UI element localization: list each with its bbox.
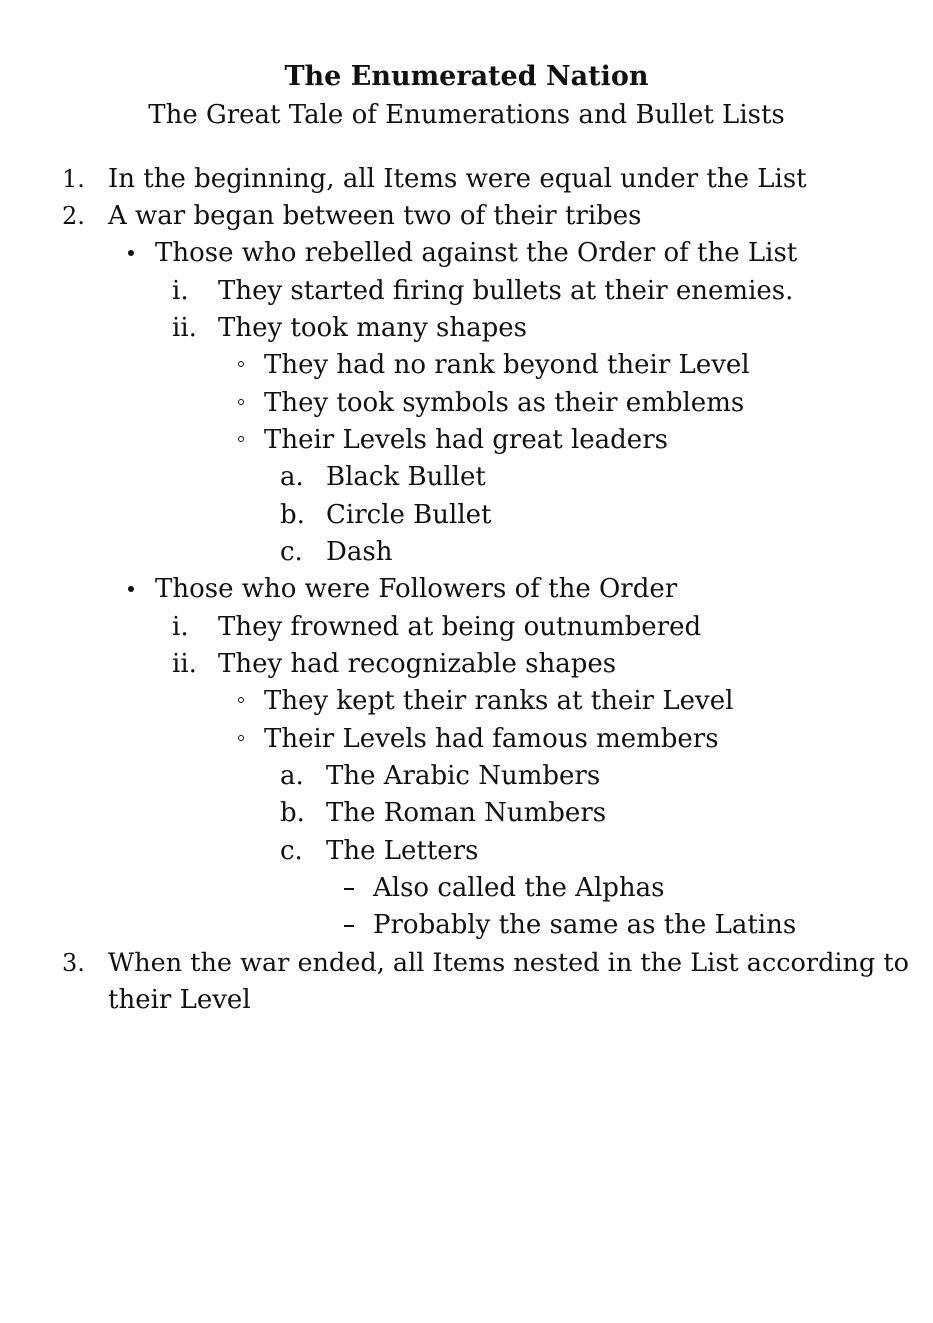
bullet-dot-icon (128, 586, 134, 592)
list-item-text: They frowned at being outnumbered (218, 612, 702, 642)
list-marker: b. (280, 500, 305, 530)
list-marker: ii. (172, 649, 197, 679)
list-item-text: The Letters (326, 836, 479, 866)
list-item-text: They started firing bullets at their enemies. (218, 276, 794, 306)
list-marker: b. (280, 798, 305, 828)
bullet-dash-icon (344, 888, 354, 890)
list-item-text: They took symbols as their emblems (264, 388, 745, 418)
list-marker: c. (280, 537, 303, 567)
list-marker: 2. (62, 202, 85, 230)
bullet-dash-icon (344, 925, 354, 927)
list-item-text: their Level (108, 985, 251, 1015)
document-subtitle: The Great Tale of Enumerations and Bullet Lists (148, 100, 785, 130)
list-item-text: The Roman Numbers (326, 798, 607, 828)
bullet-circle-icon (238, 735, 244, 741)
list-item-text: In the beginning, all Items were equal under the List (108, 164, 807, 194)
list-item-text: Their Levels had great leaders (264, 425, 668, 455)
list-item-text: Dash (326, 537, 393, 567)
list-item-text: Their Levels had famous members (264, 724, 719, 754)
list-marker: a. (280, 761, 304, 791)
list-item-text: Those who were Followers of the Order (155, 574, 678, 604)
list-item-text: When the war ended, all Items nested in the List according to (108, 948, 909, 978)
list-marker: i. (172, 276, 189, 306)
bullet-circle-icon (238, 436, 244, 442)
document-title: The Enumerated Nation (284, 61, 649, 92)
list-marker: 3. (62, 949, 85, 977)
list-item-text: A war began between two of their tribes (108, 201, 642, 231)
list-marker: c. (280, 836, 303, 866)
bullet-dot-icon (128, 250, 134, 256)
list-item-text: The Arabic Numbers (326, 761, 601, 791)
list-marker: ii. (172, 313, 197, 343)
bullet-circle-icon (238, 361, 244, 367)
bullet-circle-icon (238, 399, 244, 405)
list-item-text: Probably the same as the Latins (373, 910, 797, 940)
list-item-text: They had no rank beyond their Level (264, 350, 750, 380)
list-item-text: Black Bullet (326, 462, 486, 492)
list-item-text: Those who rebelled against the Order of the List (155, 238, 798, 268)
bullet-circle-icon (238, 697, 244, 703)
list-marker: 1. (62, 165, 85, 193)
list-marker: a. (280, 462, 304, 492)
list-item-text: They kept their ranks at their Level (264, 686, 734, 716)
list-item-text: Also called the Alphas (373, 873, 665, 903)
list-item-text: They had recognizable shapes (218, 649, 617, 679)
list-item-text: Circle Bullet (326, 500, 492, 530)
list-item-text: They took many shapes (218, 313, 528, 343)
list-marker: i. (172, 612, 189, 642)
